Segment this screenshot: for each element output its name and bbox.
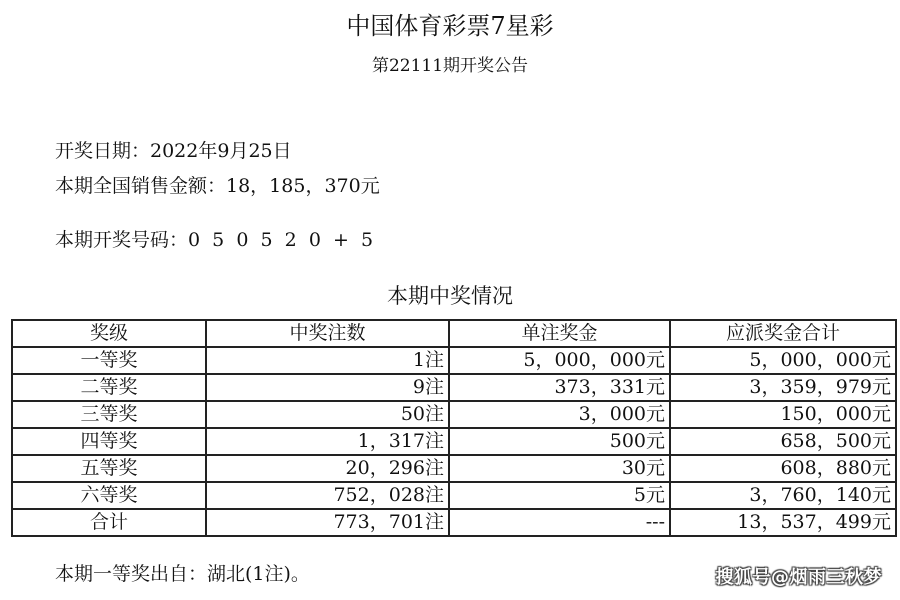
- winner-count: 20，296注: [206, 455, 449, 482]
- winner-count: 1，317注: [206, 428, 449, 455]
- prize-level: 四等奖: [12, 428, 206, 455]
- prize-level: 合计: [12, 509, 206, 536]
- sales-amount: 本期全国销售金额：18，185，370元: [55, 175, 380, 197]
- prize-table-title: 本期中奖情况: [387, 284, 513, 308]
- prize-level: 六等奖: [12, 482, 206, 509]
- draw-date: 开奖日期：2022年9月25日: [55, 140, 292, 162]
- winner-count: 1注: [206, 347, 449, 374]
- table-row: [12, 428, 896, 455]
- winner-count: 50注: [206, 401, 449, 428]
- first-prize-origin-note: 本期一等奖出自：湖北(1注)。: [55, 563, 310, 585]
- unit-prize: 30元: [449, 455, 670, 482]
- total-prize: 150，000元: [670, 401, 896, 428]
- table-total-row: [12, 509, 896, 536]
- prize-level: 三等奖: [12, 401, 206, 428]
- header-winner-count: 中奖注数: [206, 320, 449, 347]
- winner-count: 773，701注: [206, 509, 449, 536]
- prize-table: [11, 319, 897, 537]
- total-prize: 3，760，140元: [670, 482, 896, 509]
- total-prize: 13，537，499元: [670, 509, 896, 536]
- total-prize: 5，000，000元: [670, 347, 896, 374]
- total-prize: 608，880元: [670, 455, 896, 482]
- table-row: [12, 347, 896, 374]
- prize-level: 五等奖: [12, 455, 206, 482]
- table-header-row: [12, 320, 896, 347]
- winner-count: 9注: [206, 374, 449, 401]
- winning-numbers: 本期开奖号码：0 5 0 5 2 0 + 5: [55, 229, 374, 251]
- table-row: [12, 374, 896, 401]
- page-title: 中国体育彩票7星彩: [346, 12, 554, 40]
- unit-prize: 5，000，000元: [449, 347, 670, 374]
- prize-level: 一等奖: [12, 347, 206, 374]
- unit-prize: 373，331元: [449, 374, 670, 401]
- total-prize: 658，500元: [670, 428, 896, 455]
- unit-prize: 5元: [449, 482, 670, 509]
- source-watermark: 搜狐号@烟雨三秋梦: [715, 567, 882, 588]
- table-row: [12, 482, 896, 509]
- issue-subtitle: 第22111期开奖公告: [371, 56, 529, 76]
- winner-count: 752，028注: [206, 482, 449, 509]
- table-row: [12, 455, 896, 482]
- unit-prize: 3，000元: [449, 401, 670, 428]
- unit-prize: 500元: [449, 428, 670, 455]
- prize-level: 二等奖: [12, 374, 206, 401]
- header-total-prize: 应派奖金合计: [670, 320, 896, 347]
- table-row: [12, 401, 896, 428]
- header-prize-level: 奖级: [12, 320, 206, 347]
- total-prize: 3，359，979元: [670, 374, 896, 401]
- unit-prize: ---: [449, 509, 670, 536]
- header-unit-prize: 单注奖金: [449, 320, 670, 347]
